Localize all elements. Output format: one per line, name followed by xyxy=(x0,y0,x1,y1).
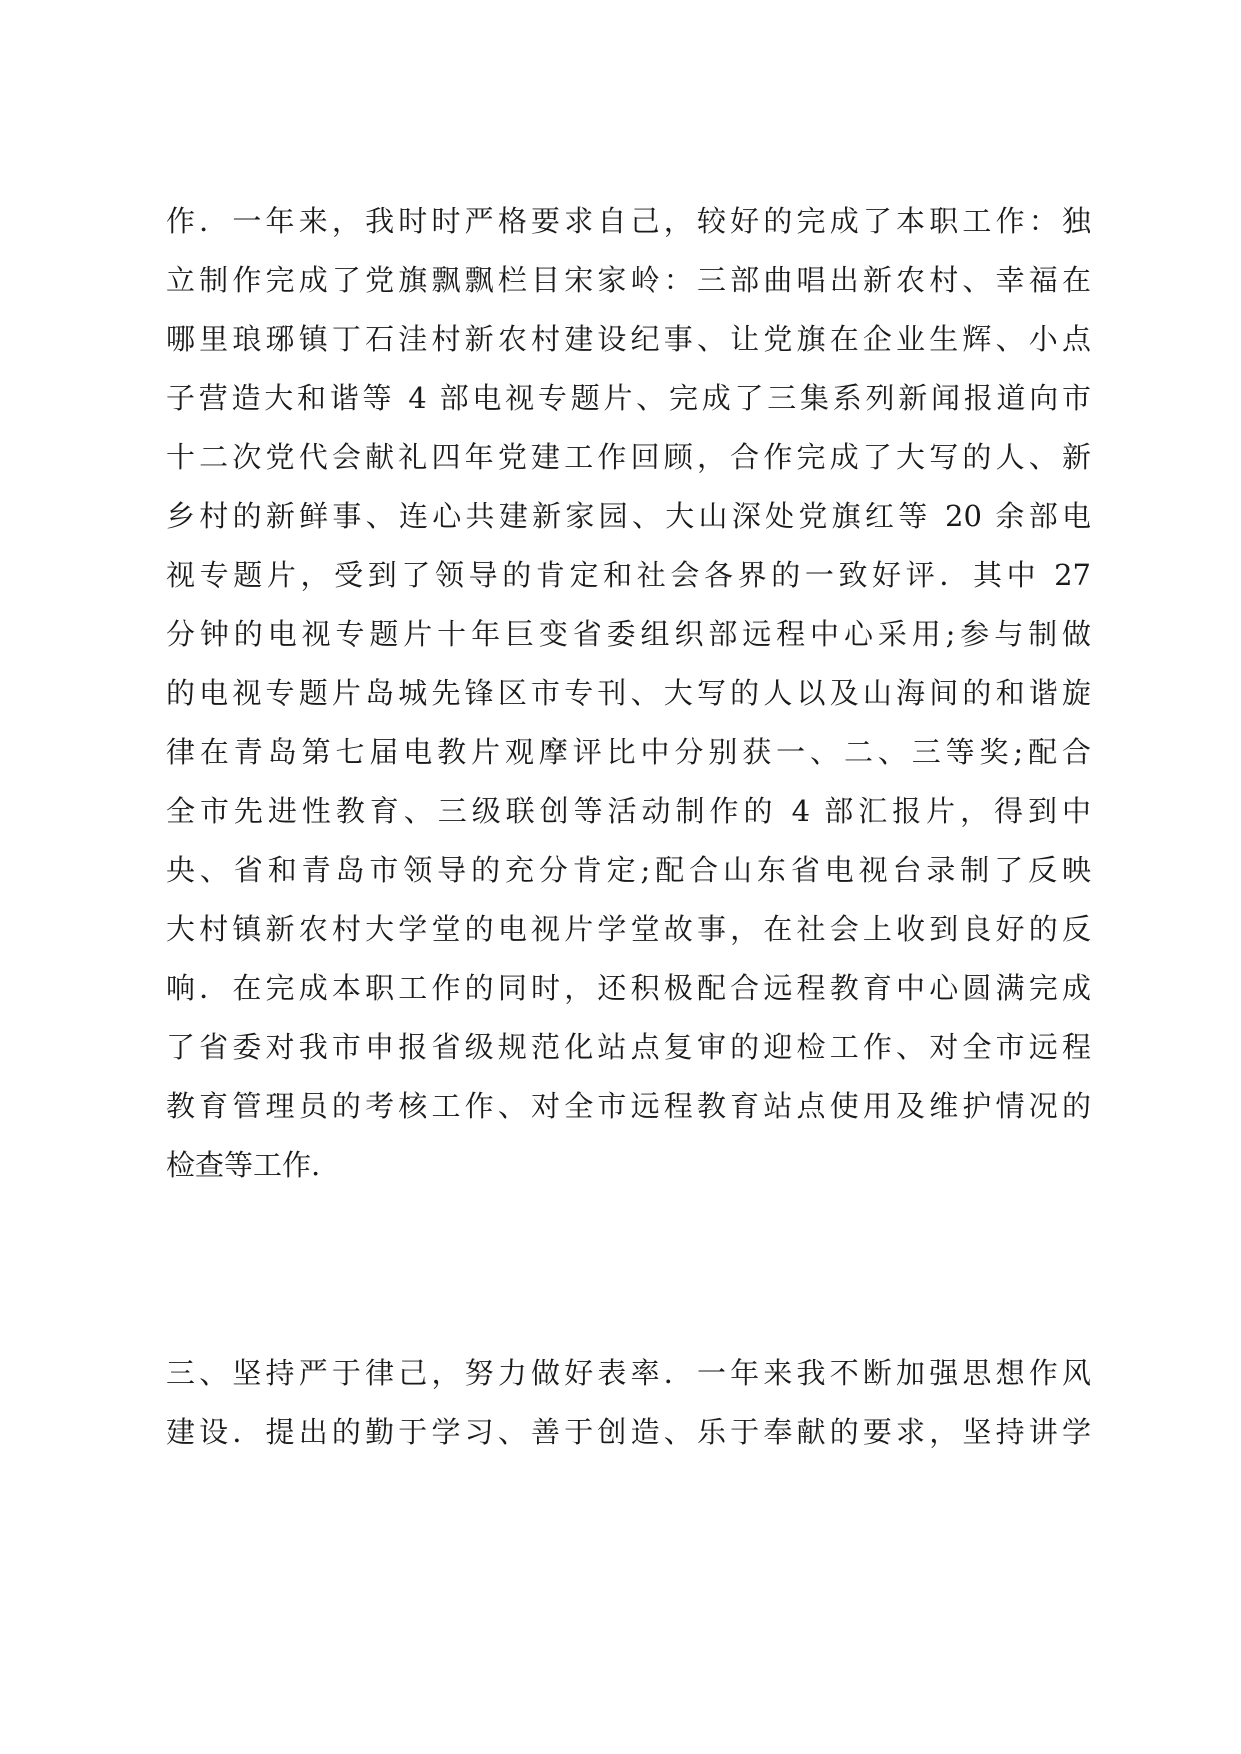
paragraph-line: 作．一年来，我时时严格要求自己，较好的完成了本职工作：独 xyxy=(166,204,1091,238)
paragraph-line: 教育管理员的考核工作、对全市远程教育站点使用及维护情况的 xyxy=(166,1089,1091,1123)
paragraph-line: 视专题片，受到了领导的肯定和社会各界的一致好评．其中 27 xyxy=(166,558,1091,592)
paragraph-line: 央、省和青岛市领导的充分肯定;配合山东省电视台录制了反映 xyxy=(166,853,1091,887)
paragraph-line: 检查等工作. xyxy=(166,1148,321,1182)
paragraph-line: 全市先进性教育、三级联创等活动制作的 4 部汇报片，得到中 xyxy=(166,794,1091,828)
paragraph-line: 建设．提出的勤于学习、善于创造、乐于奉献的要求，坚持讲学 xyxy=(166,1415,1091,1449)
paragraph-self-discipline xyxy=(166,1344,1091,1462)
paragraph-line: 三、坚持严于律己，努力做好表率．一年来我不断加强思想作风 xyxy=(166,1356,1091,1390)
paragraph-line: 立制作完成了党旗飘飘栏目宋家岭：三部曲唱出新农村、幸福在 xyxy=(166,263,1091,297)
paragraph-line: 的电视专题片岛城先锋区市专刊、大写的人以及山海间的和谐旋 xyxy=(166,676,1091,710)
paragraph-line: 分钟的电视专题片十年巨变省委组织部远程中心采用;参与制做 xyxy=(166,617,1091,651)
paragraph-line: 大村镇新农村大学堂的电视片学堂故事，在社会上收到良好的反 xyxy=(166,912,1091,946)
paragraph-line: 响．在完成本职工作的同时，还积极配合远程教育中心圆满完成 xyxy=(166,971,1091,1005)
paragraph-line: 了省委对我市申报省级规范化站点复审的迎检工作、对全市远程 xyxy=(166,1030,1091,1064)
paragraph-line: 子营造大和谐等 4 部电视专题片、完成了三集系列新闻报道向市 xyxy=(166,381,1091,415)
paragraph-line: 哪里琅琊镇丁石洼村新农村建设纪事、让党旗在企业生辉、小点 xyxy=(166,322,1091,356)
paragraph-work-achievements xyxy=(166,192,1091,1195)
paragraph-line: 律在青岛第七届电教片观摩评比中分别获一、二、三等奖;配合 xyxy=(166,735,1091,769)
paragraph-line: 十二次党代会献礼四年党建工作回顾，合作完成了大写的人、新 xyxy=(166,440,1091,474)
paragraph-line: 乡村的新鲜事、连心共建新家园、大山深处党旗红等 20 余部电 xyxy=(166,499,1091,533)
